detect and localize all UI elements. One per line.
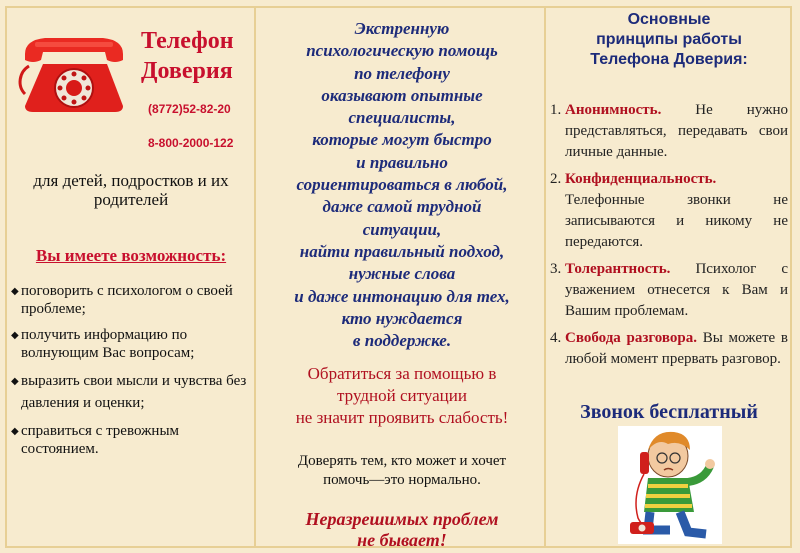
bullet-icon: ◆ [11, 426, 19, 437]
title-trust: Доверия [141, 58, 233, 84]
list-item: ◆ поговорить с психологом о своей проблеме; [11, 283, 233, 317]
list-item: ◆ справиться с тревожным состоянием. [11, 423, 180, 457]
possibility-heading: Вы имеете возможность: [35, 246, 227, 265]
not-weakness-text: Обратиться за помощью в трудной ситуации не значит проявить слабость! [295, 364, 509, 427]
possibility-list [11, 282, 251, 466]
column-left [5, 6, 254, 548]
column-middle [254, 6, 546, 548]
bullet-icon: ◆ [11, 286, 19, 297]
phone-number-local[interactable]: (8772)52-82-20 [148, 102, 231, 116]
trust-text: Доверять тем, кто может и хочет помочь—это нормально. [297, 453, 507, 488]
free-call-heading: Звонок бесплатный [580, 401, 758, 423]
principles-list [550, 100, 788, 376]
list-item: 2. Конфиденциальность. Телефонные звонки не записываются и никому не передаются. [550, 171, 788, 250]
title-phone: Телефон [141, 28, 234, 54]
list-item: 4. Свобода разговора. Вы можете в любой момент прервать разговор. [550, 330, 788, 367]
column-right [546, 6, 792, 548]
list-item: ◆ выразить свои мысли и чувства без давления и оценки; [11, 373, 247, 411]
phone-number-free[interactable]: 8-800-2000-122 [148, 136, 234, 150]
bullet-icon: ◆ [11, 330, 19, 341]
audience-text: для детей, подростков и их родителей [33, 171, 229, 209]
no-unsolvable-problems: Неразрешимых проблем не бывает! [305, 509, 499, 550]
principles-title: Основные принципы работы Телефона Доверия: [590, 11, 748, 68]
list-item: 3. Толерантность. Психолог с уважением отнесется к Вам и Вашим проблемам. [550, 261, 788, 319]
list-item: ◆ получить информацию по волнующим Вас вопросам; [11, 327, 195, 361]
help-description: Экстренную психологическую помощь по телефону оказывают опытные специалисты, которые могут быстро и правильно сориентироваться в любой, даже самой трудной ситуации, найти правильный подход, нужные слова и даже интонацию для тех, кто нуждается в поддержке. [294, 19, 510, 351]
list-item: 1. Анонимность. Не нужно представляться, передавать свои личные данные. [550, 102, 788, 160]
bullet-icon: ◆ [11, 376, 19, 387]
boy-on-phone-icon [618, 426, 722, 544]
red-rotary-phone-icon [15, 28, 133, 114]
